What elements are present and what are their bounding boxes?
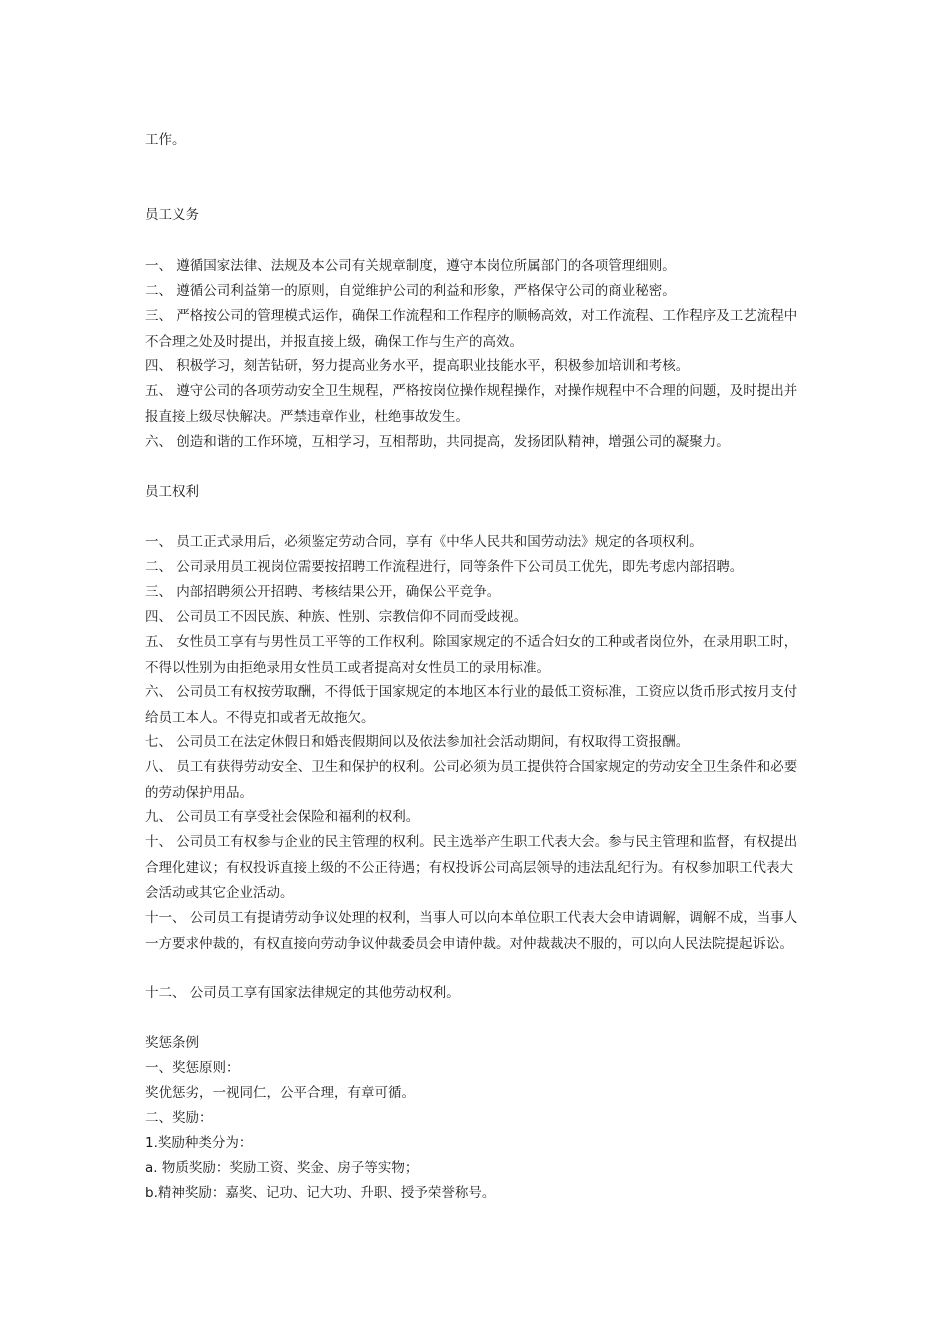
duties-title: 员工义务 bbox=[145, 207, 199, 223]
right-item-9: 九、 公司员工有享受社会保险和福利的权利。 bbox=[145, 809, 420, 825]
right-item-10: 十、 公司员工有权参与企业的民主管理的权利。民主选举产生职工代表大会。参与民主管理和监督，有权提出合理化建议；有权投诉直接上级的不公正待遇；有权投诉公司高层领导的违法乱纪行为。有权参加职工代表大会活动或其它企业活动。 bbox=[145, 834, 798, 901]
reward-heading: 二、奖励： bbox=[145, 1110, 213, 1126]
reward-type-material: a. 物质奖励：奖励工资、奖金、房子等实物； bbox=[145, 1160, 419, 1176]
right-item-11: 十一、 公司员工有提请劳动争议处理的权利，当事人可以向本单位职工代表大会申请调解，调解不成，当事人一方要求仲裁的，有权直接向劳动争议仲裁委员会申请仲裁。对仲裁裁决不服的，可以向人民法院提起诉讼。 bbox=[145, 910, 798, 952]
right-item-4: 四、 公司员工不因民族、种族、性别、宗教信仰不同而受歧视。 bbox=[145, 609, 528, 625]
reward-principle-heading: 一、奖惩原则： bbox=[145, 1060, 240, 1076]
reward-principle-text: 奖优惩劣，一视同仁，公平合理，有章可循。 bbox=[145, 1085, 415, 1101]
rights-title: 员工权利 bbox=[145, 484, 199, 500]
intro-text: 工作。 bbox=[145, 132, 186, 148]
duty-item-1: 一、 遵循国家法律、法规及本公司有关规章制度，遵守本岗位所属部门的各项管理细则。 bbox=[145, 258, 676, 274]
right-item-7: 七、 公司员工在法定休假日和婚丧假期间以及依法参加社会活动期间，有权取得工资报酬。 bbox=[145, 734, 690, 750]
reward-type-spiritual: b.精神奖励：嘉奖、记功、记大功、升职、授予荣誉称号。 bbox=[145, 1185, 496, 1201]
right-item-1: 一、 员工正式录用后，必须鉴定劳动合同，享有《中华人民共和国劳动法》规定的各项权利。 bbox=[145, 534, 703, 550]
right-item-6: 六、 公司员工有权按劳取酬，不得低于国家规定的本地区本行业的最低工资标准，工资应以货币形式按月支付给员工本人。不得克扣或者无故拖欠。 bbox=[145, 684, 798, 726]
right-item-2: 二、 公司录用员工视岗位需要按招聘工作流程进行，同等条件下公司员工优先，即先考虑内部招聘。 bbox=[145, 559, 744, 575]
right-item-3: 三、 内部招聘须公开招聘、考核结果公开，确保公平竞争。 bbox=[145, 584, 501, 600]
duty-item-2: 二、 遵循公司利益第一的原则，自觉维护公司的利益和形象，严格保守公司的商业秘密。 bbox=[145, 283, 676, 299]
duty-item-3: 三、 严格按公司的管理模式运作，确保工作流程和工作程序的顺畅高效，对工作流程、工作程序及工艺流程中不合理之处及时提出，并报直接上级，确保工作与生产的高效。 bbox=[145, 308, 798, 350]
right-item-12: 十二、 公司员工享有国家法律规定的其他劳动权利。 bbox=[145, 985, 460, 1001]
right-item-8: 八、 员工有获得劳动安全、卫生和保护的权利。公司必须为员工提供符合国家规定的劳动安全卫生条件和必要的劳动保护用品。 bbox=[145, 759, 798, 801]
duty-item-4: 四、 积极学习，刻苦钻研，努力提高业务水平，提高职业技能水平，积极参加培训和考核。 bbox=[145, 358, 690, 374]
duty-item-6: 六、 创造和谐的工作环境，互相学习，互相帮助，共同提高，发扬团队精神，增强公司的凝聚力。 bbox=[145, 434, 730, 450]
duty-item-5: 五、 遵守公司的各项劳动安全卫生规程，严格按岗位操作规程操作，对操作规程中不合理的问题，及时提出并报直接上级尽快解决。严禁违章作业，杜绝事故发生。 bbox=[145, 383, 798, 425]
rewards-title: 奖惩条例 bbox=[145, 1035, 199, 1051]
right-item-5: 五、 女性员工享有与男性员工平等的工作权利。除国家规定的不适合妇女的工种或者岗位外，在录用职工时，不得以性别为由拒绝录用女性员工或者提高对女性员工的录用标准。 bbox=[145, 634, 798, 676]
reward-types-heading: 1.奖励种类分为： bbox=[145, 1135, 253, 1151]
